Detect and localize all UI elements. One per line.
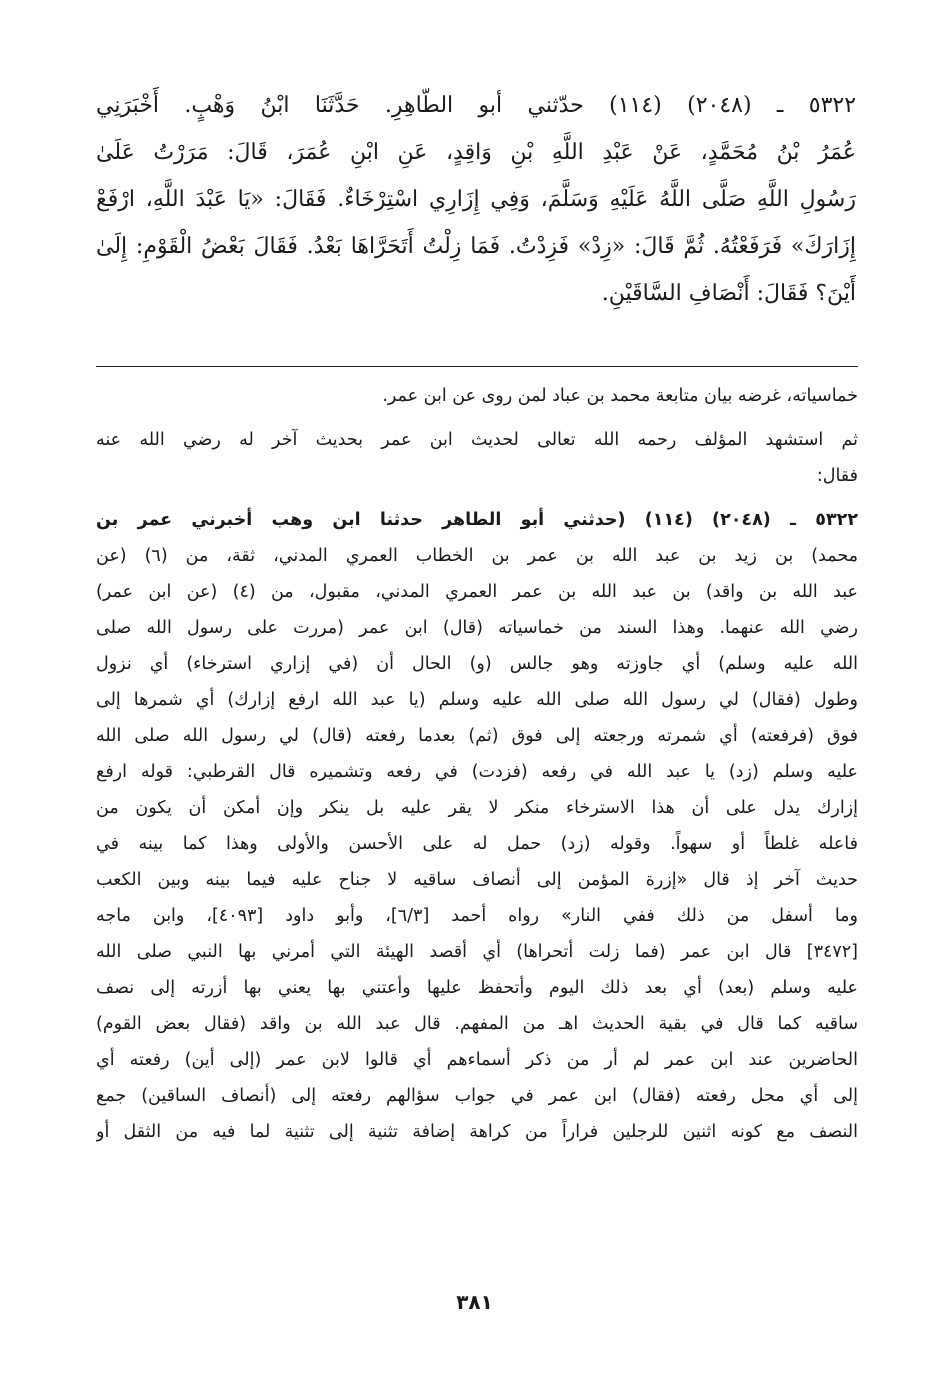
commentary-line: رضي الله عنهما. وهذا السند من خماسياته (قال) ابن عمر (مررت على رسول الله صلى bbox=[96, 618, 858, 638]
commentary-line: إلى أي محل رفعته (فقال) ابن عمر في جواب سؤالهم رفعته إلى (أنصاف الساقين) جمع bbox=[96, 1086, 858, 1106]
hadith-line: ٥٣٢٢ ـ (٢٠٤٨) (١١٤) حدّثني أبو الطّاهِرِ. حَدَّثَنَا ابْنُ وَهْبٍ. أَخْبَرَنِي bbox=[96, 93, 856, 118]
commentary-line: وما أسفل من ذلك ففي النار» رواه أحمد [٦/٣]، وأبو داود [٤٠٩٣]، وابن ماجه bbox=[96, 906, 858, 926]
commentary-line: ثم استشهد المؤلف رحمه الله تعالى لحديث ابن عمر بحديث آخر له رضي الله عنه bbox=[96, 430, 858, 450]
commentary-line: خماسياته، غرضه بيان متابعة محمد بن عباد لمن روى عن ابن عمر. bbox=[382, 386, 858, 406]
hadith-line: أَيْنَ؟ فَقَالَ: أَنْصَافِ السَّاقَيْنِ. bbox=[601, 281, 856, 306]
commentary-line: ٥٣٢٢ ـ (٢٠٤٨) (١١٤) (حدثني أبو الطاهر حدثنا ابن وهب أخبرني عمر بن bbox=[96, 510, 858, 530]
commentary-line: فوق (فرفعته) أي شمرته ورجعته إلى فوق (ثم) بعدما رفعته (قال) لي رسول الله صلى الله bbox=[96, 726, 858, 746]
hadith-line: إِزَارَكَ» فَرَفَعْتُهُ. ثُمَّ قَالَ: «زِدْ» فَزِدْتُ. فَمَا زِلْتُ أَتَحَرَّاهَا بَعْدُ. فَقَالَ بَعْضُ الْقَوْمِ: إِلَىٰ bbox=[96, 234, 856, 259]
commentary-line: فاعله غلطاً أو سهواً. وقوله (زد) حمل له على الأحسن والأولى وهذا كما بينه في bbox=[96, 834, 858, 854]
commentary-line: الله عليه وسلم) أي جاوزته وهو جالس (و) الحال أن (في إزاري استرخاء) أي نزول bbox=[96, 654, 858, 674]
commentary-line: عليه وسلم (بعد) أي بعد ذلك اليوم وأتحفظ عليها وأعتني بها يعني بها أزرته إلى نصف bbox=[96, 978, 858, 998]
commentary-line: وطول (فقال) لي رسول الله صلى الله عليه وسلم (يا عبد الله ارفع إزارك) أي شمرها إلى bbox=[96, 690, 858, 710]
commentary-line: محمد) بن زيد بن عبد الله بن عمر بن الخطاب العمري المدني، ثقة، من (٦) (عن bbox=[96, 546, 858, 566]
commentary-line: عليه وسلم (زد) يا عبد الله في رفعه (فزدت) في رفعه وتشميره قال القرطبي: قوله ارفع bbox=[96, 762, 858, 782]
commentary-line: فقال: bbox=[816, 466, 858, 486]
hadith-text bbox=[96, 82, 856, 317]
commentary-line: الحاضرين عند ابن عمر لم أر من ذكر أسماءهم أي قالوا لابن عمر (إلى أين) رفعته أي bbox=[96, 1050, 858, 1070]
commentary-line: إزارك يدل على أن هذا الاسترخاء منكر لا يقر عليه بل ينكر وإن أمكن أن يكون من bbox=[96, 798, 858, 818]
hadith-line: عُمَرُ بْنُ مُحَمَّدٍ، عَنْ عَبْدِ اللَّهِ بْنِ وَاقِدٍ، عَنِ ابْنِ عُمَرَ، قَالَ: مَرَرْتُ عَلَىٰ bbox=[96, 140, 856, 165]
commentary-text bbox=[96, 378, 858, 1150]
hadith-line: رَسُولِ اللَّهِ صَلَّى اللَّهُ عَلَيْهِ وَسَلَّمَ، وَفِي إِزَارِي اسْتِرْخَاءٌ. فَقَالَ: «يَا عَبْدَ اللَّهِ، ارْفَعْ bbox=[96, 187, 856, 212]
commentary-line: النصف مع كونه اثنين للرجلين فراراً من كراهة إضافة تثنية إلى تثنية لما فيه من الثقل أو bbox=[96, 1122, 858, 1142]
commentary-line: عبد الله بن واقد) بن عبد الله بن عمر العمري المدني، مقبول، من (٤) (عن ابن عمر) bbox=[96, 582, 858, 602]
section-divider bbox=[96, 366, 858, 367]
page-number: ٣٨١ bbox=[456, 1290, 493, 1314]
commentary-line: حديث آخر إذ قال «إزرة المؤمن إلى أنصاف ساقيه لا جناح عليه فيما بينه وبين الكعب bbox=[96, 870, 858, 890]
commentary-line: ساقيه كما قال في بقية الحديث اهـ من المفهم. قال عبد الله بن واقد (فقال بعض القوم) bbox=[96, 1014, 858, 1034]
commentary-line: [٣٤٧٢] قال ابن عمر (فما زلت أتحراها) أي أقصد الهيئة التي أمرني بها النبي صلى الله bbox=[96, 942, 858, 962]
